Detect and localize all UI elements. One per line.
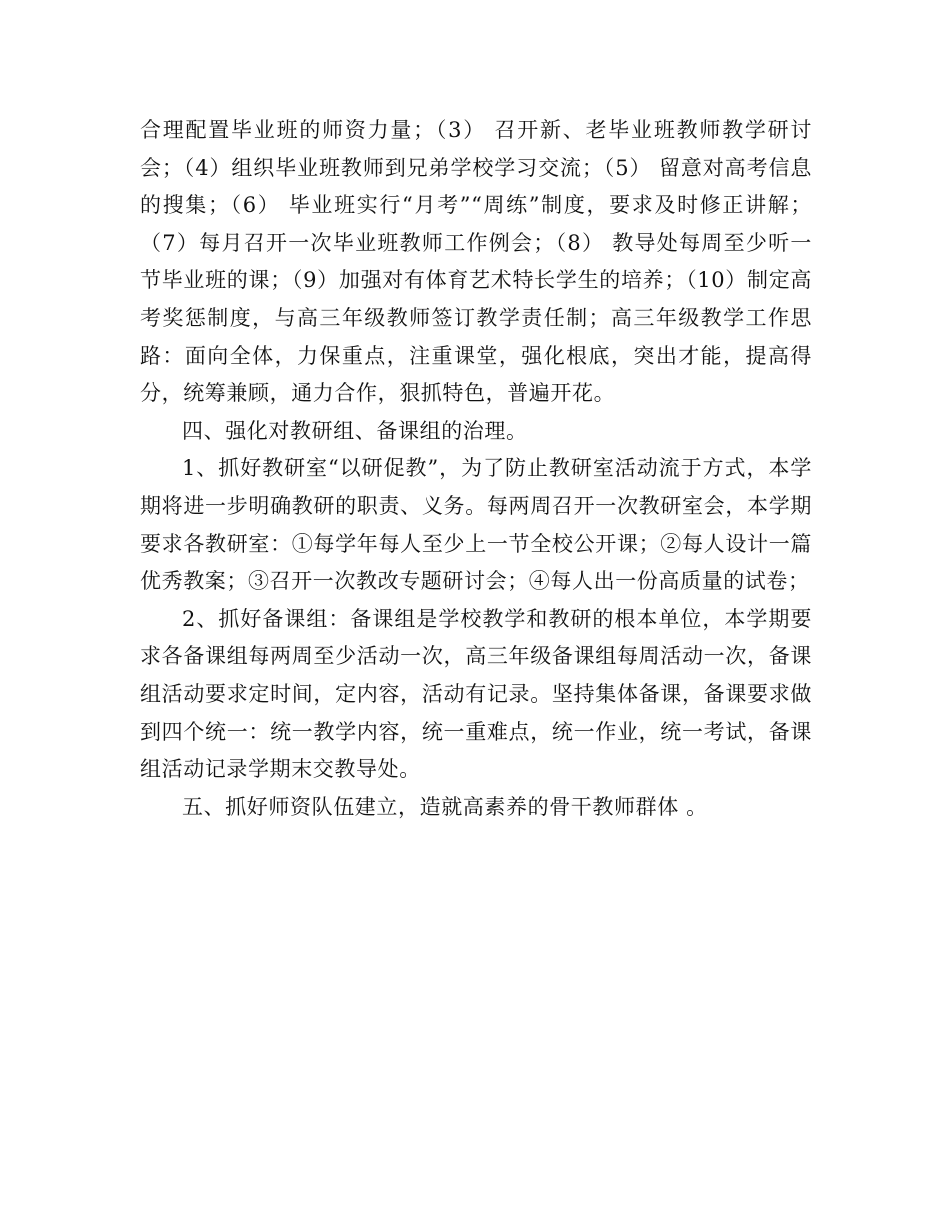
paragraph-teaching-research-room: 1、抓好教研室“以研促教”，为了防止教研室活动流于方式，本学期将进一步明确教研的职责、义务。每两周召开一次教研室会，本学期要求各教研室：①每学年每人至少上一节全校公开课；②每人设计一篇优秀教案；③召开一次教改专题研讨会；④每人出一份高质量的试卷； — [140, 456, 812, 594]
paragraph-graduating-class-measures: 合理配置毕业班的师资力量；（3） 召开新、老毕业班教师教学研讨会；（4）组织毕业班教师到兄弟学校学习交流；（5） 留意对高考信息的搜集；（6） 毕业班实行“月考”“周练”制度，要求及时修正讲解；（7）每月召开一次毕业班教师工作例会；（8） 教导处每周至少听一节毕业班的课；（9）加强对有体育艺术特长学生的培养；（10）制定高考奖惩制度，与高三年级教师签订教学责任制；高三年级教学工作思路：面向全体，力保重点，注重课堂，强化根底，突出才能，提高得分，统筹兼顾，通力合作，狠抓特色，普遍开花。 — [140, 118, 812, 406]
section-heading-five: 五、抓好师资队伍建立，造就高素养的骨干教师群体 。 — [182, 794, 708, 819]
document-body — [140, 112, 812, 826]
section-heading-four: 四、强化对教研组、备课组的治理。 — [182, 418, 528, 443]
paragraph-lesson-prep-group: 2、抓好备课组：备课组是学校教学和教研的根本单位，本学期要求各备课组每两周至少活动一次，高三年级备课组每周活动一次，备课组活动要求定时间，定内容，活动有记录。坚持集体备课，备课要求做到四个统一：统一教学内容，统一重难点，统一作业，统一考试，备课组活动记录学期末交教导处。 — [140, 606, 812, 782]
